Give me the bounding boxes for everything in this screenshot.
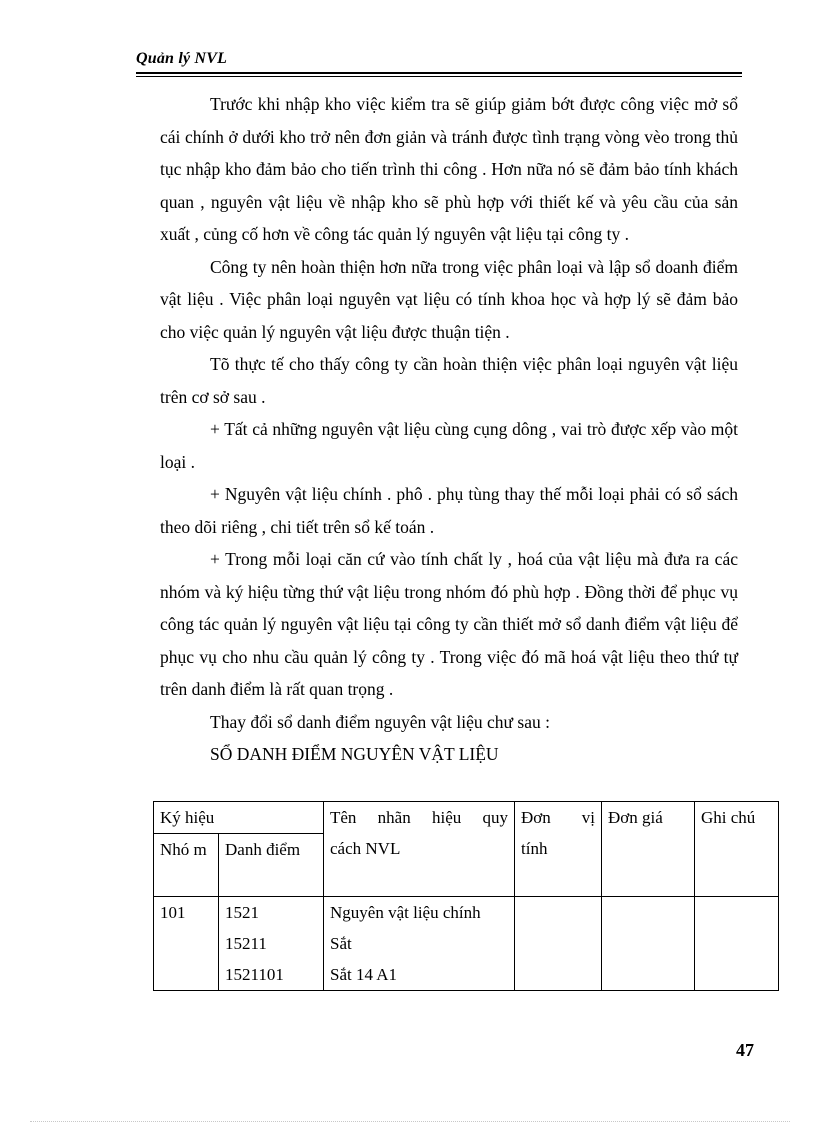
page-number: 47 (736, 1040, 754, 1060)
table-row (154, 897, 779, 991)
cell-code: 1521 (225, 903, 259, 922)
header-price: Đơn giá (602, 802, 695, 897)
body-text (160, 88, 738, 771)
material-catalog-table (153, 801, 779, 991)
paragraph-7: Thay đổi sổ danh điểm nguyên vật liệu chư sau : (210, 711, 550, 732)
header-name-line1: Tên nhãn hiệu quy (330, 808, 508, 827)
paragraph-4: + Tất cả những nguyên vật liệu cùng cụng dông , vai trò được xếp vào một loại . (160, 419, 738, 472)
page-header (136, 50, 742, 68)
cell-code: 1521101 (225, 965, 284, 984)
header-symbol: Ký hiệu (154, 802, 324, 834)
header-group: Nhó m (154, 834, 219, 897)
header-name (324, 802, 515, 897)
header-code: Danh điểm (219, 834, 324, 897)
header-unit-line2: tính (521, 839, 548, 858)
paragraph-5: + Nguyên vật liệu chính . phô . phụ tùng thay thế mỗi loại phải có sổ sách theo dõi riêng , chi tiết trên sổ kế toán . (160, 484, 738, 537)
header-rule-thin (136, 76, 742, 77)
cell-price (602, 897, 695, 991)
cell-unit (515, 897, 602, 991)
header-name-line2: cách NVL (330, 839, 401, 858)
paragraph-3: Tõ thực tế cho thấy công ty cần hoàn thiện việc phân loại nguyên vật liệu trên cơ sở sau . (160, 354, 738, 407)
footer-dotted-line (30, 1121, 790, 1122)
table-title: SỔ DANH ĐIỂM NGUYÊN VẬT LIỆU (210, 744, 499, 764)
cell-codes (219, 897, 324, 991)
header-unit-line1: Đơn vị (521, 808, 595, 827)
cell-code: 15211 (225, 934, 267, 953)
cell-group: 101 (154, 897, 219, 991)
cell-name: Sắt 14 A1 (330, 965, 398, 984)
cell-name: Sắt (330, 934, 352, 953)
cell-name: Nguyên vật liệu chính (330, 903, 481, 922)
paragraph-1: Trước khi nhập kho việc kiểm tra sẽ giúp giảm bớt được công việc mở sổ cái chính ở dưới kho trở nên đơn giản và tránh được tình trạng vòng vèo trong thủ tục nhập kho đảm bảo cho tiến trình thi công . Hơn nữa nó sẽ đảm bảo tính khách quan , nguyên vật liệu về nhập kho sẽ phù hợp với thiết kế và yêu cầu của sản xuất , củng cố hơn về công tác quản lý nguyên vật liệu tại công ty . (160, 94, 738, 244)
cell-names (324, 897, 515, 991)
header-unit (515, 802, 602, 897)
header-title: Quản lý NVL (136, 50, 228, 67)
cell-note (695, 897, 779, 991)
table-header-row (154, 802, 779, 834)
paragraph-6: + Trong mỗi loại căn cứ vào tính chất ly , hoá của vật liệu mà đưa ra các nhóm và ký hiệu từng thứ vật liệu trong nhóm đó phù hợp . Đồng thời để phục vụ công tác quản lý nguyên vật liệu tại công ty cần thiết mở sổ danh điểm vật liệu để phục vụ cho nhu cầu quản lý công ty . Trong việc đó mã hoá vật liệu theo thứ tự trên danh điểm là rất quan trọng . (160, 549, 738, 699)
header-note: Ghi chú (695, 802, 779, 897)
paragraph-2: Công ty nên hoàn thiện hơn nữa trong việc phân loại và lập sổ doanh điểm vật liệu . Việc phân loại nguyên vạt liệu có tính khoa học và hợp lý sẽ đảm bảo cho việc quản lý nguyên vật liệu được thuận tiện . (160, 256, 738, 342)
header-rule-thick (136, 72, 742, 74)
